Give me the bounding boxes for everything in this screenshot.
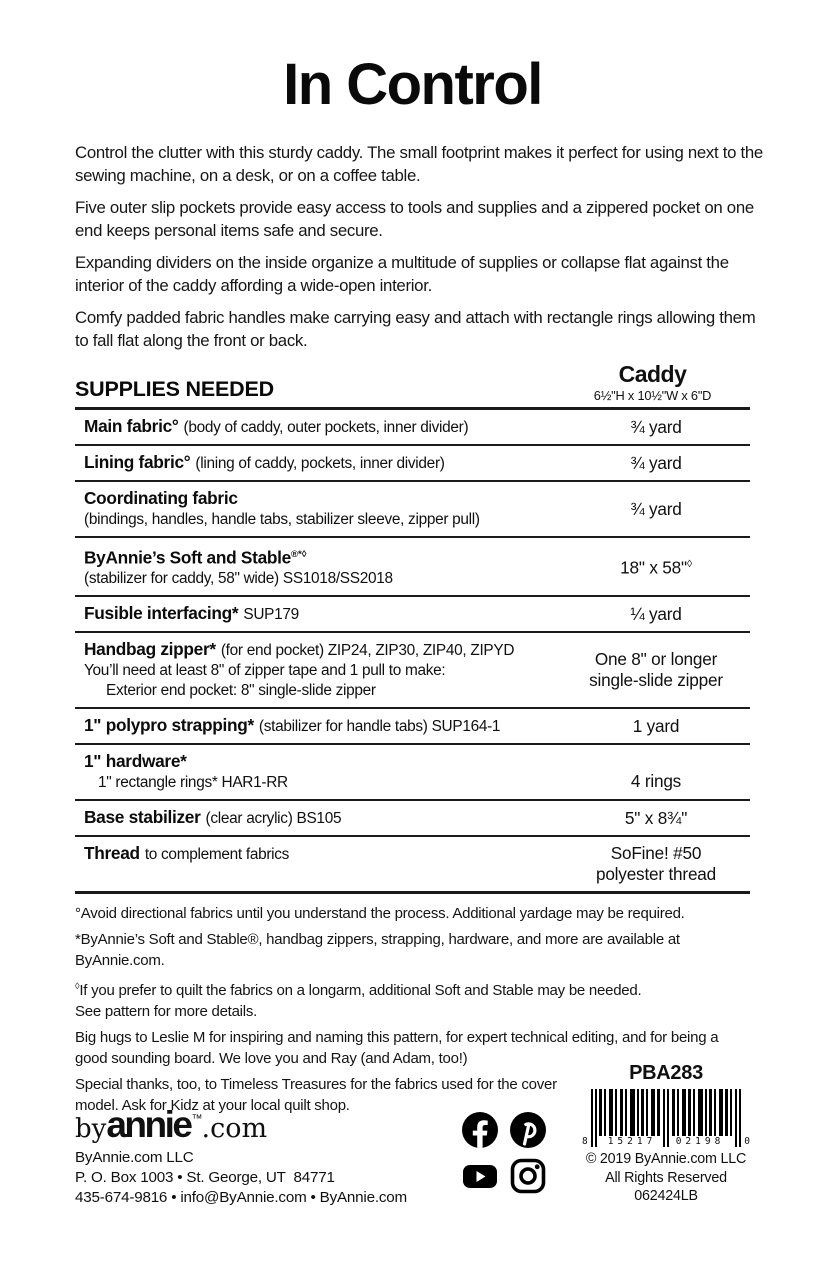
acknowledgement: Special thanks, too, to Timeless Treasures for the fabrics used for the cover model. Ask for Kidz at your local quilt shop. bbox=[75, 1076, 557, 1115]
intro-paragraph: Comfy padded fabric handles make carrying easy and attach with rectangle rings allowing them to fall flat along the front or back. bbox=[75, 308, 756, 350]
item-detail: (clear acrylic) BS105 bbox=[205, 810, 342, 828]
item-quantity: SoFine! #50 polyester thread bbox=[595, 843, 717, 885]
item-detail: (stabilizer for caddy, 58" wide) SS1018/SS2018 bbox=[84, 570, 393, 588]
address-line: P. O. Box 1003 • St. George, UT 84771 bbox=[75, 1169, 335, 1186]
intro-paragraph: Control the clutter with this sturdy caddy. The small footprint makes it perfect for using next to the sewing machine, on a desk, or on a coffee table. bbox=[75, 143, 763, 185]
facebook-icon bbox=[461, 1111, 499, 1149]
item-quantity: 18" x 58"◊ bbox=[620, 558, 692, 579]
table-row bbox=[75, 410, 750, 446]
copyright-line: © 2019 ByAnnie.com LLC bbox=[585, 1151, 747, 1167]
caddy-dimensions: 6½"H x 10½"W x 6"D bbox=[593, 388, 712, 403]
item-name: Base stabilizer bbox=[84, 807, 201, 828]
item-footnote-marks: ®*◊ bbox=[290, 549, 307, 560]
publisher-block bbox=[75, 1104, 407, 1208]
byannie-logo: byannie™.com bbox=[75, 1104, 268, 1145]
item-quantity: ¾ yard bbox=[630, 416, 682, 437]
item-name: 1" hardware* bbox=[84, 751, 187, 772]
table-row bbox=[75, 837, 750, 894]
publisher-address bbox=[75, 1148, 407, 1208]
item-detail: 1" rectangle rings* HAR1-RR bbox=[98, 774, 288, 792]
footnote: ◊If you prefer to quilt the fabrics on a longarm, additional Soft and Stable may be needed. See pattern for more details. bbox=[75, 981, 642, 1021]
address-line: ByAnnie.com LLC bbox=[75, 1149, 194, 1166]
item-detail: (body of caddy, outer pockets, inner divider) bbox=[183, 419, 469, 436]
item-quantity: ¼ yard bbox=[630, 603, 682, 624]
item-detail: (for end pocket) ZIP24, ZIP30, ZIP40, ZIPYD bbox=[220, 642, 515, 660]
acknowledgement: Big hugs to Leslie M for inspiring and naming this pattern, for expert technical editing, and for being a good sounding board. We love you and Ray (and Adam, too!) bbox=[75, 1029, 719, 1068]
item-detail: to complement fabrics bbox=[144, 846, 290, 864]
footnote: °Avoid directional fabrics until you understand the process. Additional yardage may be required. bbox=[75, 905, 685, 923]
barcode-block bbox=[578, 1062, 754, 1206]
table-row bbox=[75, 709, 750, 745]
table-row bbox=[75, 538, 750, 597]
table-row bbox=[75, 745, 750, 801]
social-icons bbox=[461, 1111, 547, 1195]
supplies-table bbox=[75, 407, 750, 894]
supplies-heading: SUPPLIES NEEDED bbox=[75, 377, 274, 401]
intro-section bbox=[75, 141, 767, 352]
address-line: 435-674-9816 • info@ByAnnie.com • ByAnnie.com bbox=[75, 1189, 407, 1206]
pinterest-icon bbox=[509, 1111, 547, 1149]
stock-number: 062424LB bbox=[634, 1188, 698, 1204]
rights-line: All Rights Reserved bbox=[605, 1169, 727, 1186]
footnote: *ByAnnie’s Soft and Stable®, handbag zippers, strapping, hardware, and more are available at ByAnnie.com. bbox=[75, 931, 680, 970]
item-name: Main fabric° bbox=[84, 416, 179, 436]
supplies-header bbox=[75, 361, 750, 403]
table-row bbox=[75, 446, 750, 482]
table-row bbox=[75, 801, 750, 837]
item-quantity: One 8" or longer single-slide zipper bbox=[589, 649, 723, 691]
instagram-icon bbox=[509, 1157, 547, 1195]
item-name: ByAnnie’s Soft and Stable bbox=[84, 547, 291, 568]
table-row bbox=[75, 482, 750, 538]
table-row bbox=[75, 597, 750, 633]
item-name: 1" polypro strapping* bbox=[84, 715, 254, 736]
item-name: Lining fabric° bbox=[84, 452, 191, 472]
upc-barcode: 8 15217 02198 0 bbox=[591, 1089, 741, 1147]
page-title: In Control bbox=[283, 52, 542, 117]
item-detail: (lining of caddy, pockets, inner divider) bbox=[195, 455, 445, 472]
pattern-code: PBA283 bbox=[629, 1062, 703, 1084]
item-name: Fusible interfacing* bbox=[84, 603, 239, 624]
caddy-column-header bbox=[555, 361, 750, 403]
item-name: Coordinating fabric bbox=[84, 488, 238, 508]
item-detail: SUP179 bbox=[243, 606, 299, 624]
item-quantity: ¾ yard bbox=[630, 452, 682, 473]
intro-paragraph: Expanding dividers on the inside organize a multitude of supplies or collapse flat against the interior of the caddy affording a wide-open interior. bbox=[75, 253, 729, 295]
intro-paragraph: Five outer slip pockets provide easy access to tools and supplies and a zippered pocket on one end keeps personal items safe and secure. bbox=[75, 198, 754, 240]
item-quantity: 5" x 8¾" bbox=[624, 807, 688, 828]
caddy-column-title: Caddy bbox=[618, 361, 687, 387]
item-quantity: ¾ yard bbox=[630, 498, 682, 519]
item-name: Thread bbox=[84, 843, 140, 864]
item-note: You’ll need at least 8" of zipper tape and 1 pull to make: bbox=[84, 662, 446, 680]
item-note: Exterior end pocket: 8" single-slide zipper bbox=[106, 682, 376, 700]
item-name: Handbag zipper* bbox=[84, 639, 216, 660]
table-row bbox=[75, 633, 750, 709]
item-quantity: 1 yard bbox=[632, 715, 680, 736]
youtube-icon bbox=[461, 1157, 499, 1195]
trademark-symbol: ™ bbox=[191, 1113, 203, 1125]
item-detail: (bindings, handles, handle tabs, stabilizer sleeve, zipper pull) bbox=[84, 511, 480, 528]
item-detail: (stabilizer for handle tabs) SUP164-1 bbox=[258, 718, 501, 736]
item-quantity: 4 rings bbox=[630, 771, 682, 792]
